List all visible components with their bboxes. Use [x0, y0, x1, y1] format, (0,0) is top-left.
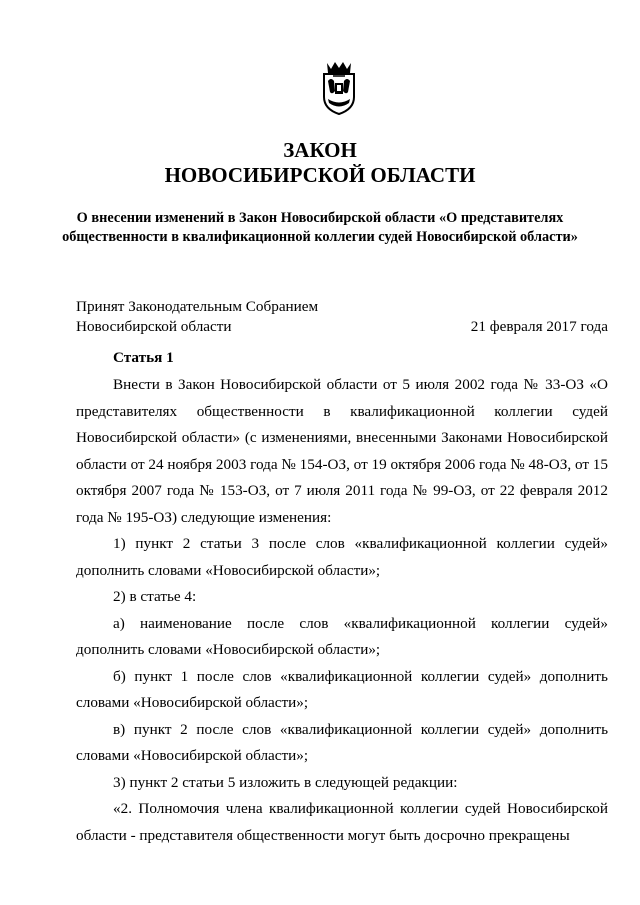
coat-of-arms-icon: [319, 61, 359, 115]
paragraph: а) наименование после слов «квалификационной коллегии судей» дополнить словами «Новосибирской области»;: [76, 614, 608, 658]
adoption-block: [76, 297, 608, 337]
adoption-date: 21 февраля 2017 года: [470, 318, 608, 335]
paragraph: 2) в статье 4:: [113, 588, 197, 605]
paragraph: «2. Полномочия члена квалификационной коллегии судей Новосибирской области - представителя общественности могут быть досрочно прекращены: [76, 800, 608, 844]
paragraph: б) пункт 1 после слов «квалификационной коллегии судей» дополнить словами «Новосибирской области»;: [76, 667, 608, 711]
article-heading: Статья 1: [113, 349, 174, 366]
paragraph: Внести в Закон Новосибирской области от 5 июля 2002 года № 33-ОЗ «О представителях общественности в квалификационной коллегии судей Новосибирской области» (с изменениями, внесенными Законами Новосибирской области от 24 ноября 2003 года № 154-ОЗ, от 19 октября 2006 года № 48-ОЗ, от 15 октября 2007 года № 153-ОЗ, от 7 июля 2011 года № 99-ОЗ, от 22 февраля 2012 года № 195-ОЗ) следующие изменения:: [76, 376, 608, 526]
paragraph: в) пункт 2 после слов «квалификационной коллегии судей» дополнить словами «Новосибирской области»;: [76, 720, 608, 764]
paragraph: 1) пункт 2 статьи 3 после слов «квалификационной коллегии судей» дополнить словами «Новосибирской области»;: [76, 535, 608, 579]
law-subtitle: О внесении изменений в Закон Новосибирской области «О представителях общественности в квалификационной коллегии судей Новосибирской области»: [62, 210, 578, 245]
article-body: [76, 372, 608, 849]
title-line-2: НОВОСИБИРСКОЙ ОБЛАСТИ: [164, 163, 476, 187]
title-line-1: ЗАКОН: [283, 138, 357, 162]
adoption-line-2: Новосибирской области: [76, 318, 232, 335]
adoption-line-1: Принят Законодательным Собранием: [76, 298, 319, 315]
law-title: [0, 138, 640, 188]
paragraph: 3) пункт 2 статьи 5 изложить в следующей редакции:: [113, 773, 458, 791]
